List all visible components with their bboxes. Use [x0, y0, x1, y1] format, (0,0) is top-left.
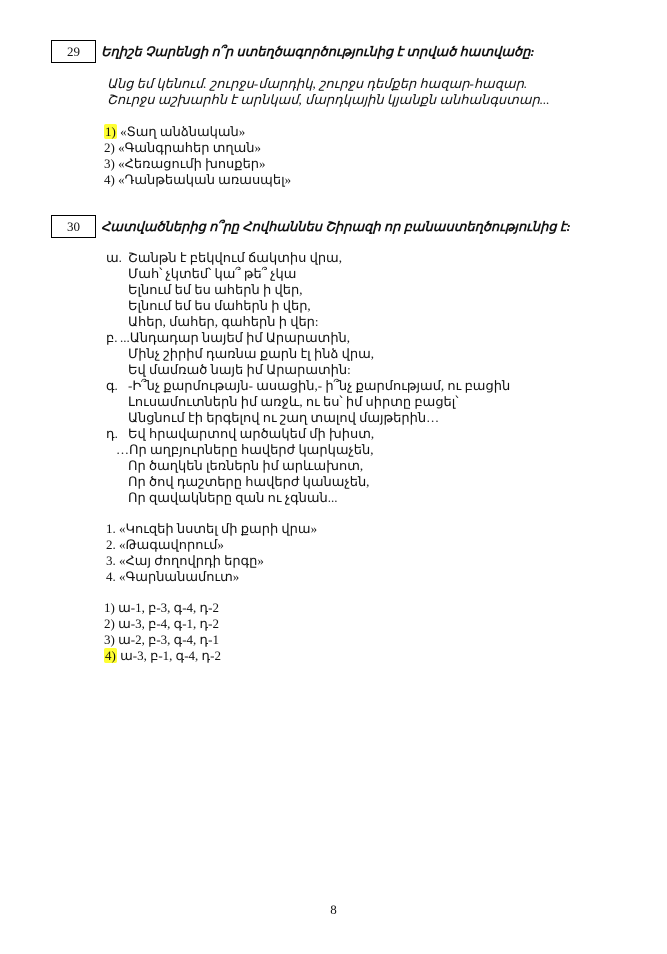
passage-line: Եվ մամռած նայե իմ Արարատին: [128, 362, 351, 377]
option-text: «Գանգրահեր տղան» [118, 140, 262, 155]
answer-option[interactable] [104, 140, 261, 156]
passage-letter: գ. [106, 378, 118, 393]
passage-line: Ահեր, մահեր, գահերն ի վեր: [128, 314, 319, 329]
question-text: Հատվածներից ո՞րը Հովհաննես Շիրազի որ բանաստեղծությունից է: [101, 219, 571, 234]
option-text: «Հեռացումի խոսքեր» [118, 156, 266, 171]
title-item [106, 569, 239, 585]
passage-line: -Ի՞նչ քարմութայն- ասացին,- ի՞նչ քարմությամ, ու բացին [128, 378, 511, 393]
option-number: 1) [105, 124, 116, 139]
passage-letter: դ. [106, 426, 118, 441]
title-number: 1. [106, 521, 116, 536]
passage-line: Որ զավակները զան ու չգնան... [128, 490, 338, 505]
title-item [106, 537, 224, 553]
option-text: «Տաղ անձնական» [120, 124, 246, 139]
option-number: 4) [104, 172, 115, 187]
title-number: 2. [106, 537, 116, 552]
excerpt-line: Շուրջս աշխարհն է արնկամ, մարդկային կյանքն անհանգստար... [107, 92, 550, 107]
passage-line: Որ ծով դաշտերը հավերժ կանաչեն, [128, 474, 370, 489]
title-text: «Հայ ժողովրդի երգը» [119, 553, 264, 568]
passage-line: Մինչ շիրիմ դառնա քարն էլ ինձ վրա, [128, 346, 374, 361]
passage-line: Մահ՝ չկտեմ՝ կա՞ թե՞ չկա [128, 266, 297, 281]
title-text: «Կուզեի նստել մի քարի վրա» [119, 521, 318, 536]
option-number: 3) [104, 632, 115, 647]
option-text: ա-2, բ-3, գ-4, դ-1 [118, 632, 219, 647]
passage-letter: բ. [106, 330, 118, 345]
page-number: 8 [330, 902, 337, 917]
passage-line: Ելնում եմ ես ահերն ի վեր, [128, 282, 303, 297]
passage-line: Ելնում եմ ես մահերն ի վեր, [128, 298, 311, 313]
answer-option[interactable] [104, 648, 221, 664]
title-number: 3. [106, 553, 116, 568]
title-number: 4. [106, 569, 116, 584]
option-text: ա-3, բ-1, գ-4, դ-2 [120, 648, 221, 663]
passage-line: Լուսամուտներն իմ առջև, ու ես՝ իմ սիրտը բացել՝ [128, 394, 459, 409]
answer-option[interactable] [104, 124, 245, 140]
option-number: 1) [104, 600, 115, 615]
answer-option[interactable] [104, 172, 291, 188]
option-number: 2) [104, 140, 115, 155]
passage-line: ...Անդադար նայեմ իմ Արարատին, [120, 330, 351, 345]
title-item [106, 521, 317, 537]
passage-line: Եվ հրավարտով արծակեմ մի խիստ, [128, 426, 375, 441]
passage-line: Որ ծաղկեն լեռներն իմ արևախոտ, [128, 458, 364, 473]
title-item [106, 553, 264, 569]
option-text: ա-1, բ-3, գ-4, դ-2 [118, 600, 219, 615]
passage-line: Անցնում էի երգելով ու շաղ տալով մայթերին… [128, 410, 440, 425]
option-text: «Դանթեական առասպել» [118, 172, 292, 187]
passage-line: Շանթն է բեկվում ճակտիս վրա, [128, 250, 342, 265]
answer-option[interactable] [104, 632, 219, 648]
option-number: 3) [104, 156, 115, 171]
question-number-box: 30 [51, 215, 96, 238]
passage-line: …Որ աղբյուրները հավերժ կարկաչեն, [116, 442, 374, 457]
title-text: «Գարնանամուտ» [119, 569, 240, 584]
option-text: ա-3, բ-4, գ-1, դ-2 [118, 616, 219, 631]
title-text: «Թագավորում» [119, 537, 224, 552]
answer-option[interactable] [104, 600, 219, 616]
answer-option[interactable] [104, 156, 266, 172]
option-number: 2) [104, 616, 115, 631]
question-number-box: 29 [51, 40, 96, 63]
question-text: Եղիշե Չարենցի ո՞ր ստեղծագործությունից է տրված հատվածը: [101, 44, 535, 59]
passage-letter: ա. [106, 250, 122, 265]
option-number: 4) [105, 648, 116, 663]
excerpt-line: Անց եմ կենում. շուրջս-մարդիկ, շուրջս դեմքեր հազար-հազար. [107, 76, 528, 91]
answer-option[interactable] [104, 616, 219, 632]
